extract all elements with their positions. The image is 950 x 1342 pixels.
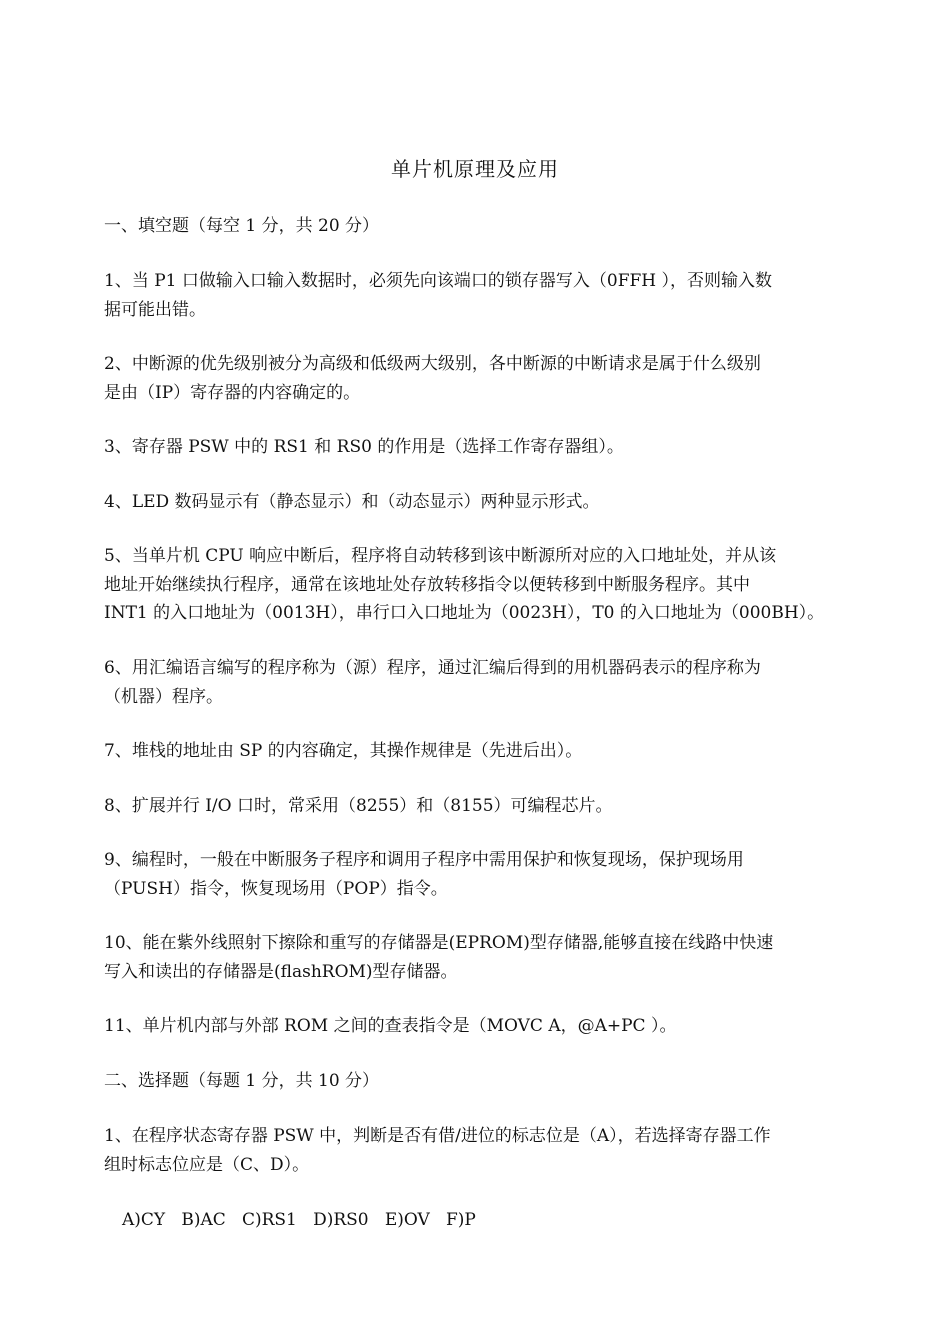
- question-9: [104, 846, 849, 903]
- question-3-line-1: 3、寄存器 PSW 中的 RS1 和 RS0 的作用是（选择工作寄存器组）。: [104, 437, 624, 457]
- question-8-line-1: 8、扩展并行 I/O 口时，常采用（8255）和（8155）可编程芯片。: [104, 796, 613, 816]
- question-9-line-1: 9、编程时，一般在中断服务子程序和调用子程序中需用保护和恢复现场，保护现场用: [104, 850, 744, 870]
- question-6: [104, 654, 849, 711]
- choice-question-1-options: A)CY B)AC C)RS1 D)RS0 E)OV F)P: [122, 1210, 476, 1230]
- section-heading-text: 一、填空题（每空 1 分，共 20 分）: [104, 216, 380, 236]
- question-5-line-3: INT1 的入口地址为（0013H），串行口入口地址为（0023H），T0 的入口地址为（000BH）。: [104, 603, 825, 623]
- question-9-line-2: （PUSH）指令，恢复现场用（POP）指令。: [104, 878, 448, 899]
- question-10-line-1: 10、能在紫外线照射下擦除和重写的存储器是(EPROM)型存储器,能够直接在线路中快速: [104, 933, 774, 953]
- question-7-line-1: 7、堆栈的地址由 SP 的内容确定，其操作规律是（先进后出）。: [104, 741, 583, 761]
- question-8: [104, 792, 849, 821]
- choice-question-1: [104, 1122, 849, 1179]
- document-title: 单片机原理及应用: [391, 157, 559, 181]
- question-5: [104, 542, 849, 628]
- section-heading-choice: [104, 1067, 849, 1096]
- question-11: [104, 1012, 849, 1041]
- question-1: [104, 267, 849, 324]
- choice-question-1-line-1: 1、在程序状态寄存器 PSW 中，判断是否有借/进位的标志位是（A），若选择寄存器工作: [104, 1126, 771, 1146]
- question-6-line-2: （机器）程序。: [104, 686, 223, 707]
- question-11-line-1: 11、单片机内部与外部 ROM 之间的查表指令是（MOVC A，@A+PC ）。: [104, 1016, 677, 1036]
- question-2-line-1: 2、中断源的优先级别被分为高级和低级两大级别，各中断源的中断请求是属于什么级别: [104, 354, 761, 374]
- question-10-line-2: 写入和读出的存储器是(flashROM)型存储器。: [104, 961, 458, 982]
- question-2: [104, 350, 849, 407]
- question-1-line-2: 据可能出错。: [104, 299, 206, 320]
- question-7: [104, 737, 849, 766]
- question-5-line-1: 5、当单片机 CPU 响应中断后，程序将自动转移到该中断源所对应的入口地址处，并从该: [104, 546, 777, 566]
- question-1-line-1: 1、当 P1 口做输入口输入数据时，必须先向该端口的锁存器写入（0FFH ），否则输入数: [104, 271, 773, 291]
- question-5-line-2: 地址开始继续执行程序，通常在该地址处存放转移指令以便转移到中断服务程序。其中: [104, 574, 750, 595]
- question-4: [104, 488, 849, 517]
- question-4-line-1: 4、LED 数码显示有（静态显示）和（动态显示）两种显示形式。: [104, 492, 600, 512]
- section-heading-text: 二、选择题（每题 1 分，共 10 分）: [104, 1071, 380, 1091]
- question-3: [104, 433, 849, 462]
- choice-question-1-line-2: 组时标志位应是（C、D）。: [104, 1154, 310, 1175]
- question-2-line-2: 是由（IP）寄存器的内容确定的。: [104, 382, 361, 403]
- section-heading-fill-in: [104, 212, 849, 241]
- question-6-line-1: 6、用汇编语言编写的程序称为（源）程序，通过汇编后得到的用机器码表示的程序称为: [104, 658, 761, 678]
- question-10: [104, 929, 849, 986]
